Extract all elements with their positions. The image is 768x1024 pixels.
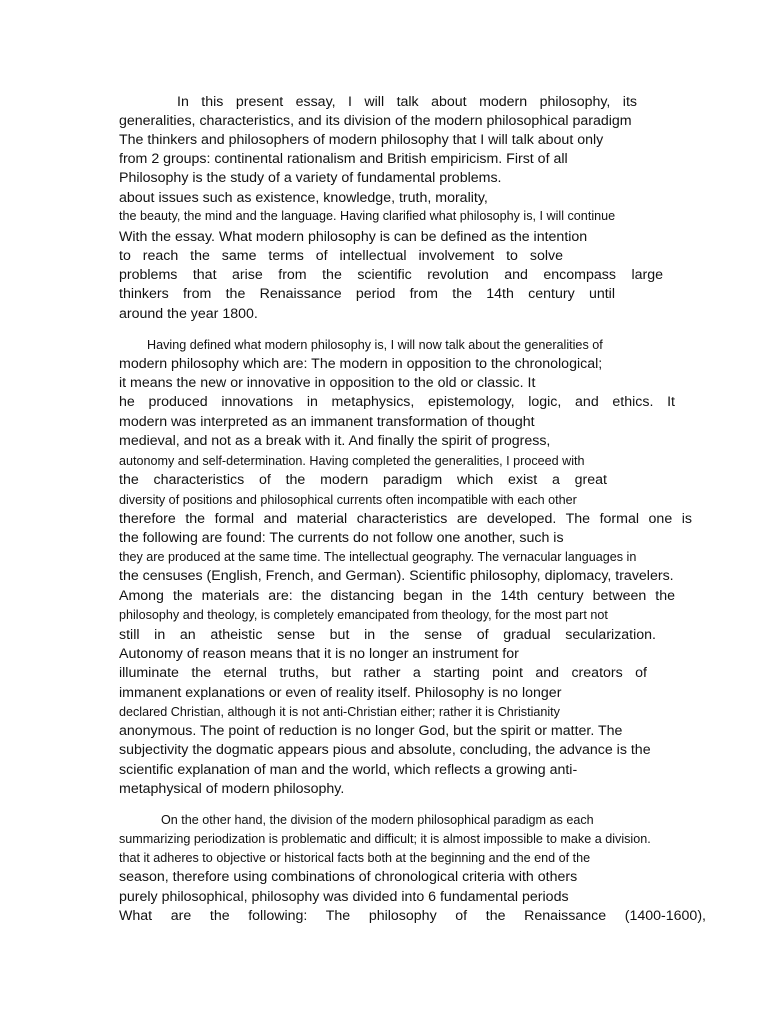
paragraph-1-line-10: problems that arise from the scientific revolution and encompass large [119, 267, 663, 283]
paragraph-2-line-17: Autonomy of reason means that it is no longer an instrument for [119, 646, 519, 662]
paragraph-2-line-20: declared Christian, although it is not anti-Christian either; rather it is Christianity [119, 705, 560, 719]
paragraph-2-line-3: it means the new or innovative in opposition to the old or classic. It [119, 375, 536, 391]
paragraph-2-line-23: scientific explanation of man and the world, which reflects a growing anti- [119, 762, 578, 778]
paragraph-2-line-18: illuminate the eternal truths, but rather a starting point and creators of [119, 665, 647, 681]
paragraph-3-line-2: summarizing periodization is problematic and difficult; it is almost impossible to make a division. [119, 832, 651, 846]
paragraph-2-line-19: immanent explanations or even of reality itself. Philosophy is no longer [119, 685, 562, 701]
paragraph-2-line-4: he produced innovations in metaphysics, epistemology, logic, and ethics. It [119, 394, 675, 410]
paragraph-2-line-16: still in an atheistic sense but in the sense of gradual secularization. [119, 627, 656, 643]
paragraph-2-line-1: Having defined what modern philosophy is, I will now talk about the generalities of [147, 338, 603, 352]
paragraph-2-line-5: modern was interpreted as an immanent transformation of thought [119, 414, 535, 430]
paragraph-2-line-6: medieval, and not as a break with it. And finally the spirit of progress, [119, 433, 551, 449]
paragraph-2-line-12: they are produced at the same time. The intellectual geography. The vernacular languages in [119, 550, 637, 564]
paragraph-2-line-11: the following are found: The currents do not follow one another, such is [119, 530, 564, 546]
paragraph-1-line-2: generalities, characteristics, and its division of the modern philosophical paradigm [119, 113, 632, 129]
paragraph-1-line-12: around the year 1800. [119, 306, 258, 322]
paragraph-2-line-8: the characteristics of the modern paradigm which exist a great [119, 472, 607, 488]
paragraph-2-line-22: subjectivity the dogmatic appears pious and absolute, concluding, the advance is the [119, 742, 651, 758]
paragraph-3-line-1: On the other hand, the division of the modern philosophical paradigm as each [161, 813, 594, 827]
paragraph-2-line-15: philosophy and theology, is completely emancipated from theology, for the most part not [119, 608, 608, 622]
paragraph-2-line-13: the censuses (English, French, and German). Scientific philosophy, diplomacy, travelers. [119, 568, 674, 584]
paragraph-3-line-4: season, therefore using combinations of chronological criteria with others [119, 869, 578, 885]
paragraph-1-line-5: Philosophy is the study of a variety of fundamental problems. [119, 170, 502, 186]
paragraph-1-line-4: from 2 groups: continental rationalism and British empiricism. First of all [119, 151, 568, 167]
paragraph-1-line-9: to reach the same terms of intellectual involvement to solve [119, 248, 563, 264]
paragraph-2-line-2: modern philosophy which are: The modern in opposition to the chronological; [119, 356, 603, 372]
paragraph-1-line-3: The thinkers and philosophers of modern philosophy that I will talk about only [119, 132, 604, 148]
paragraph-1-line-8: With the essay. What modern philosophy is can be defined as the intention [119, 229, 588, 245]
paragraph-2-line-24: metaphysical of modern philosophy. [119, 781, 345, 797]
paragraph-1-line-11: thinkers from the Renaissance period from the 14th century until [119, 286, 615, 302]
paragraph-3-line-5: purely philosophical, philosophy was divided into 6 fundamental periods [119, 889, 569, 905]
paragraph-1-line-1: In this present essay, I will talk about modern philosophy, its [177, 94, 637, 110]
paragraph-3-line-3: that it adheres to objective or historical facts both at the beginning and the end of the [119, 851, 591, 865]
paragraph-2-line-14: Among the materials are: the distancing began in the 14th century between the [119, 588, 675, 604]
paragraph-2-line-21: anonymous. The point of reduction is no longer God, but the spirit or matter. The [119, 723, 623, 739]
paragraph-2-line-10: therefore the formal and material characteristics are developed. The formal one is [119, 511, 692, 527]
paragraph-1-line-7: the beauty, the mind and the language. Having clarified what philosophy is, I will continue [119, 209, 616, 223]
paragraph-1-line-6: about issues such as existence, knowledge, truth, morality, [119, 190, 488, 206]
paragraph-2-line-9: diversity of positions and philosophical currents often incompatible with each other [119, 493, 577, 507]
paragraph-3-line-6: What are the following: The philosophy of the Renaissance (1400-1600), [119, 908, 706, 924]
paragraph-2-line-7: autonomy and self-determination. Having completed the generalities, I proceed with [119, 454, 585, 468]
